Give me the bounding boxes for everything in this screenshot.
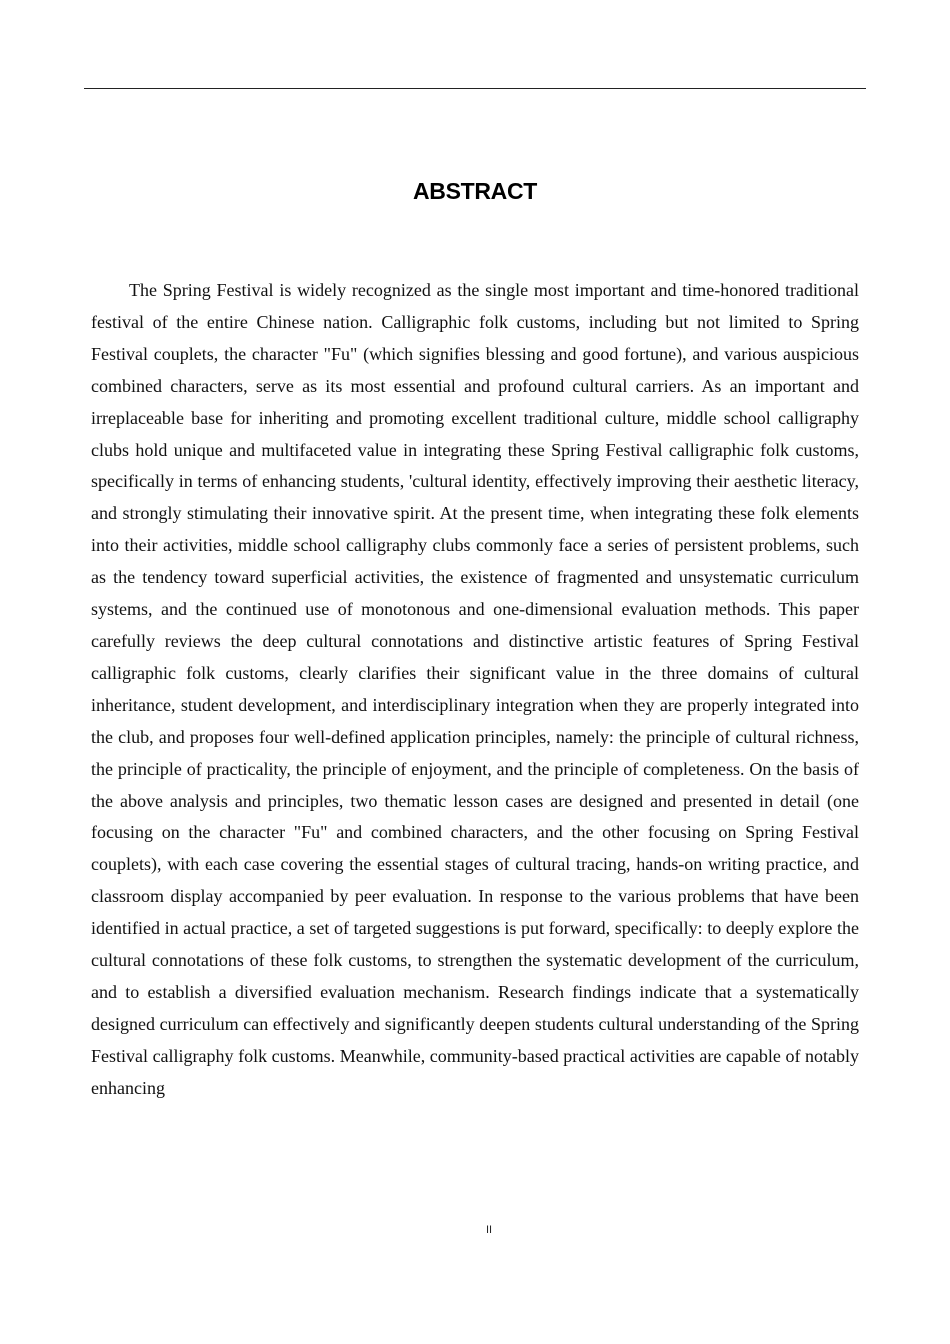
- abstract-paragraph: The Spring Festival is widely recognized as the single most important and time-honored traditional festival of the entire Chinese nation. Calligraphic folk customs, including but not limited to Spring Festival couplets, the character "Fu" (which signifies blessing and good fortune), and various auspicious combined characters, serve as its most essential and profound cultural carriers. As an important and irreplaceable base for inheriting and promoting excellent traditional culture, middle school calligraphy clubs hold unique and multifaceted value in integrating these Spring Festival calligraphic folk customs, specifically in terms of enhancing students, 'cultural identity, effectively improving their aesthetic literacy, and strongly stimulating their innovative spirit. At the present time, when integrating these folk elements into their activities, middle school calligraphy clubs commonly face a series of persistent problems, such as the tendency toward superficial activities, the existence of fragmented and unsystematic curriculum systems, and the continued use of monotonous and one-dimensional evaluation methods. This paper carefully reviews the deep cultural connotations and distinctive artistic features of Spring Festival calligraphic folk customs, clearly clarifies their significant value in the three domains of cultural inheritance, student development, and interdisciplinary integration when they are properly integrated into the club, and proposes four well-defined application principles, namely: the principle of cultural richness, the principle of practicality, the principle of enjoyment, and the principle of completeness. On the basis of the above analysis and principles, two thematic lesson cases are designed and presented in detail (one focusing on the character "Fu" and combined characters, and the other focusing on Spring Festival couplets), with each case covering the essential stages of cultural tracing, hands-on writing practice, and classroom display accompanied by peer evaluation. In response to the various problems that have been identified in actual practice, a set of targeted suggestions is put forward, specifically: to deeply explore the cultural connotations of these folk customs, to strengthen the systematic development of the curriculum, and to establish a diversified evaluation mechanism. Research findings indicate that a systematically designed curriculum can effectively and significantly deepen students cultural understanding of the Spring Festival calligraphy folk customs. Meanwhile, community-based practical activities are capable of notably enhancing: [91, 280, 859, 1098]
- page-title: ABSTRACT: [412, 178, 538, 204]
- header-rule: [84, 88, 866, 89]
- page-number: II: [485, 1224, 493, 1236]
